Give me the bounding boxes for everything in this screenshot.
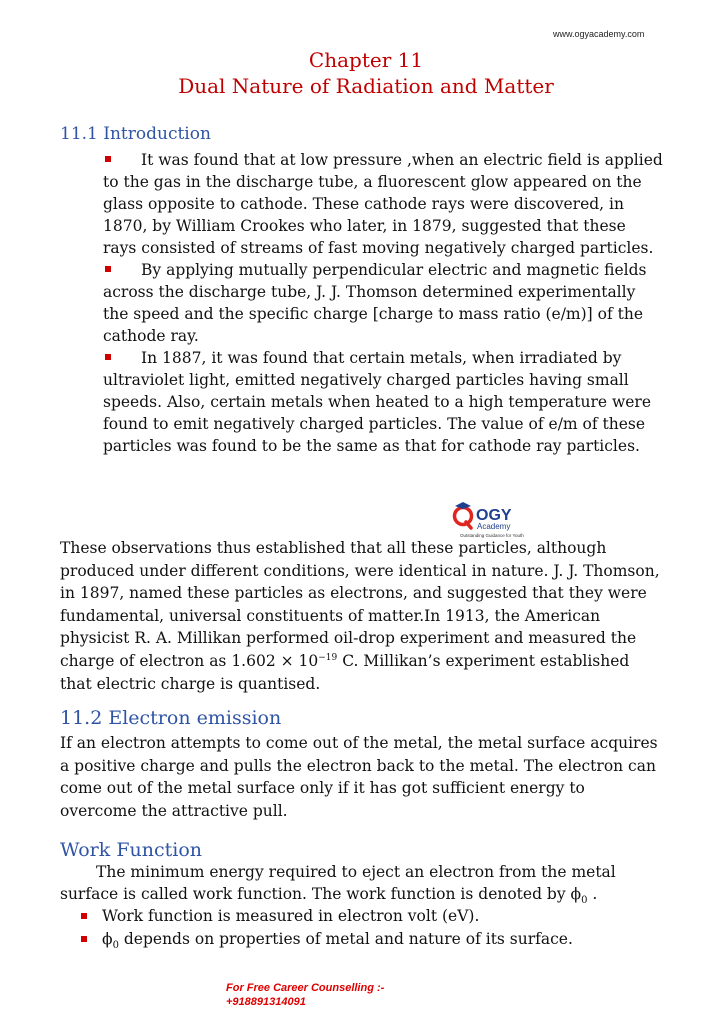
- phi-subscript: 0: [112, 940, 119, 952]
- observations-paragraph: [60, 537, 665, 695]
- bullet-item: [103, 259, 663, 347]
- bullet-text: By applying mutually perpendicular electric and magnetic fields across the discharge tube, J. J. Thomson determined experimentally the speed and the specific charge [charge to mass ratio (e/m)] of the cathode ray.: [103, 261, 647, 345]
- chapter-name: Dual Nature of Radiation and Matter: [178, 74, 554, 98]
- bullet-text: In 1887, it was found that certain metals, when irradiated by ultraviolet light, emitted negatively charged particles having small speeds. Also, certain metals when heated to a high temperature were found to emit negatively charged particles. The value of e/m of these particles was found to be the same as that for cathode ray particles.: [103, 349, 652, 455]
- work-function-list: [80, 905, 660, 951]
- section-heading-work-function: Work Function: [60, 839, 202, 861]
- footer-phone[interactable]: +918891314091: [226, 996, 306, 1008]
- list-item-text: Work function is measured in electron volt (eV).: [102, 907, 480, 925]
- section-heading-electron-emission: 11.2 Electron emission: [60, 707, 282, 729]
- footer-line1: For Free Career Counselling :-: [226, 982, 385, 994]
- logo-brand: OGY: [476, 507, 512, 524]
- chapter-number: Chapter 11: [308, 48, 424, 72]
- list-item: [80, 905, 660, 927]
- bullet-item: [103, 347, 663, 457]
- observation-text-end: C. Millikan’s experiment established that electric charge is quantised.: [60, 651, 630, 693]
- work-function-text-end: .: [587, 885, 598, 903]
- observation-text: These observations thus established that all these particles, although produced under different conditions, were identical in nature. J. J. Thomson, in 1897, named these particles as electrons, and suggested that they were fundamental, universal constituents of matter.In 1913, the American physicist R. A. Millikan performed oil-drop experiment and measured the charge of electron as 1.602 × 10: [60, 539, 660, 670]
- observation-exponent: −19: [318, 652, 338, 663]
- electron-emission-paragraph: If an electron attempts to come out of the metal, the metal surface acquires a positive charge and pulls the electron back to the metal. The electron can come out of the metal surface only if it has got sufficient energy to overcome the attractive pull.: [60, 734, 658, 820]
- list-item-text: depends on properties of metal and nature of its surface.: [118, 930, 573, 948]
- chapter-title: [0, 47, 724, 99]
- list-item: [80, 928, 660, 950]
- work-function-subscript: 0: [581, 895, 588, 907]
- bullet-text: It was found that at low pressure ,when an electric field is applied to the gas in the discharge tube, a fluorescent glow appeared on the glass opposite to cathode. These cathode rays were discovered, in 1870, by William Crookes who later, in 1879, suggested that these rays consisted of streams of fast moving negatively charged particles.: [103, 151, 663, 257]
- bullet-square-icon: [105, 354, 111, 360]
- logo-sub: Academy: [477, 522, 511, 531]
- site-url[interactable]: www.ogyacademy.com: [553, 29, 645, 39]
- introduction-bullets: [103, 149, 663, 457]
- footer-contact: [226, 981, 384, 1009]
- phi-symbol: ϕ: [102, 930, 113, 948]
- section-heading-introduction: 11.1 Introduction: [60, 124, 211, 144]
- bullet-square-icon: [105, 266, 111, 272]
- bullet-item: [103, 149, 663, 259]
- bullet-square-icon: [81, 936, 87, 942]
- work-function-paragraph: [60, 861, 665, 905]
- logo-tagline: Outstanding Guidance for Youth: [460, 533, 524, 538]
- ogy-academy-logo: [451, 500, 541, 542]
- bullet-square-icon: [81, 913, 87, 919]
- work-function-text: The minimum energy required to eject an electron from the metal surface is called work function. The work function is denoted by ϕ: [60, 863, 616, 903]
- bullet-square-icon: [105, 156, 111, 162]
